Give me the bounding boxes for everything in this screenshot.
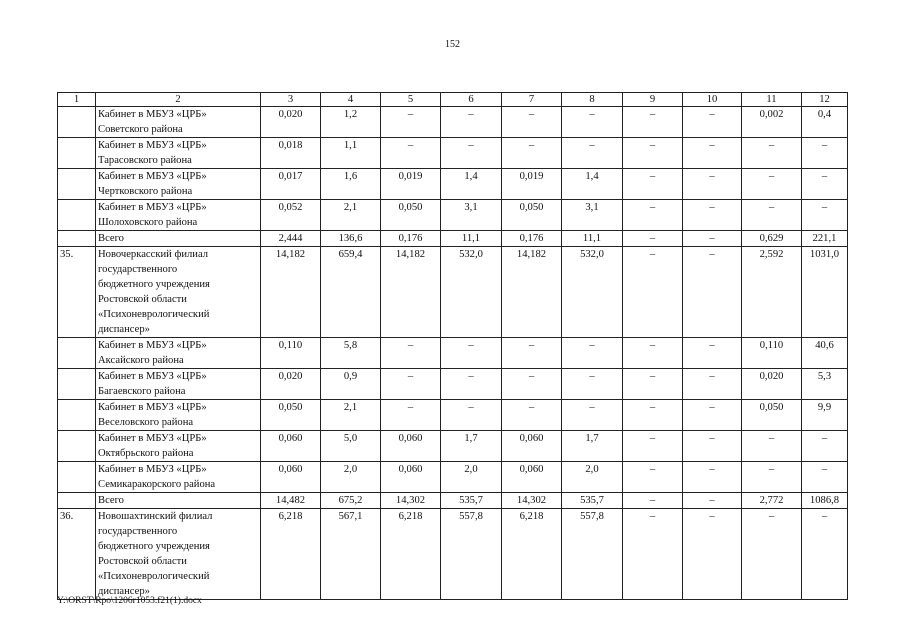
- value-cell: 0,060: [502, 462, 562, 493]
- row-name-line: Новошахтинский филиал: [98, 511, 213, 522]
- value-cell: –: [742, 431, 802, 462]
- value-cell: –: [623, 400, 683, 431]
- value-cell: –: [441, 369, 502, 400]
- row-number-cell: 36.: [58, 509, 96, 600]
- value-cell: –: [802, 431, 848, 462]
- value-cell: 0,4: [802, 107, 848, 138]
- value-cell: –: [502, 338, 562, 369]
- row-name-line: Тарасовского района: [98, 155, 192, 166]
- row-number-cell: [58, 231, 96, 247]
- row-name-line: Кабинет в МБУЗ «ЦРБ»: [98, 340, 207, 351]
- value-cell: 6,218: [502, 509, 562, 600]
- row-number-cell: [58, 200, 96, 231]
- row-number-cell: [58, 431, 96, 462]
- row-name-cell: [96, 107, 261, 138]
- value-cell: –: [623, 338, 683, 369]
- value-cell: 535,7: [562, 493, 623, 509]
- row-name-line: бюджетного учреждения: [98, 541, 210, 552]
- row-number-cell: [58, 138, 96, 169]
- value-cell: –: [623, 169, 683, 200]
- page-number: 152: [445, 39, 460, 50]
- header-cell: 9: [623, 93, 683, 107]
- row-name-line: Кабинет в МБУЗ «ЦРБ»: [98, 371, 207, 382]
- row-name-line: Ростовской области: [98, 556, 187, 567]
- row-name-line: Кабинет в МБУЗ «ЦРБ»: [98, 464, 207, 475]
- value-cell: 14,302: [502, 493, 562, 509]
- value-cell: –: [683, 138, 742, 169]
- row-name-line: Всего: [98, 233, 124, 244]
- row-name-line: Всего: [98, 495, 124, 506]
- header-cell: 5: [381, 93, 441, 107]
- value-cell: –: [623, 462, 683, 493]
- value-cell: –: [683, 400, 742, 431]
- row-number-cell: 35.: [58, 247, 96, 338]
- value-cell: 0,020: [742, 369, 802, 400]
- value-cell: 0,017: [261, 169, 321, 200]
- value-cell: –: [623, 369, 683, 400]
- value-cell: –: [502, 107, 562, 138]
- row-name-line: диспансер»: [98, 324, 150, 335]
- row-name-cell: [96, 462, 261, 493]
- row-name-cell: [96, 200, 261, 231]
- value-cell: 6,218: [381, 509, 441, 600]
- value-cell: –: [683, 169, 742, 200]
- value-cell: 0,019: [502, 169, 562, 200]
- table-row: [58, 231, 848, 247]
- value-cell: –: [562, 400, 623, 431]
- value-cell: –: [623, 107, 683, 138]
- value-cell: –: [381, 400, 441, 431]
- value-cell: –: [683, 369, 742, 400]
- row-name-line: Октябрьского района: [98, 448, 194, 459]
- value-cell: 1,1: [321, 138, 381, 169]
- table-row: [58, 369, 848, 400]
- value-cell: –: [802, 138, 848, 169]
- value-cell: –: [683, 200, 742, 231]
- value-cell: 221,1: [802, 231, 848, 247]
- table-row: [58, 338, 848, 369]
- value-cell: 0,110: [261, 338, 321, 369]
- value-cell: 0,050: [502, 200, 562, 231]
- value-cell: 2,592: [742, 247, 802, 338]
- value-cell: 6,218: [261, 509, 321, 600]
- row-name-line: Советского района: [98, 124, 183, 135]
- value-cell: –: [802, 509, 848, 600]
- value-cell: –: [742, 509, 802, 600]
- value-cell: –: [381, 369, 441, 400]
- table-row: [58, 493, 848, 509]
- value-cell: –: [441, 138, 502, 169]
- table-header-row: [58, 93, 848, 107]
- value-cell: 0,629: [742, 231, 802, 247]
- value-cell: –: [683, 247, 742, 338]
- table-row: [58, 169, 848, 200]
- value-cell: 1086,8: [802, 493, 848, 509]
- value-cell: 0,060: [261, 431, 321, 462]
- value-cell: 2,444: [261, 231, 321, 247]
- value-cell: 0,020: [261, 107, 321, 138]
- value-cell: 0,002: [742, 107, 802, 138]
- value-cell: 14,302: [381, 493, 441, 509]
- row-name-cell: [96, 169, 261, 200]
- value-cell: 0,176: [502, 231, 562, 247]
- value-cell: 675,2: [321, 493, 381, 509]
- table-body: [58, 93, 848, 600]
- value-cell: 0,176: [381, 231, 441, 247]
- value-cell: –: [441, 400, 502, 431]
- header-cell: 11: [742, 93, 802, 107]
- value-cell: –: [742, 169, 802, 200]
- row-name-line: Шолоховского района: [98, 217, 198, 228]
- value-cell: –: [683, 231, 742, 247]
- value-cell: –: [683, 107, 742, 138]
- value-cell: 1031,0: [802, 247, 848, 338]
- value-cell: 0,060: [502, 431, 562, 462]
- value-cell: 14,182: [502, 247, 562, 338]
- value-cell: 567,1: [321, 509, 381, 600]
- value-cell: –: [623, 138, 683, 169]
- value-cell: –: [683, 509, 742, 600]
- header-cell: 2: [96, 93, 261, 107]
- value-cell: 5,0: [321, 431, 381, 462]
- header-cell: 6: [441, 93, 502, 107]
- value-cell: 9,9: [802, 400, 848, 431]
- value-cell: 0,060: [381, 431, 441, 462]
- value-cell: –: [381, 338, 441, 369]
- table-row: [58, 107, 848, 138]
- value-cell: 136,6: [321, 231, 381, 247]
- value-cell: 11,1: [441, 231, 502, 247]
- value-cell: –: [381, 107, 441, 138]
- row-name-cell: [96, 431, 261, 462]
- row-name-line: Кабинет в МБУЗ «ЦРБ»: [98, 202, 207, 213]
- row-name-line: государственного: [98, 264, 178, 275]
- table-row: [58, 462, 848, 493]
- value-cell: 2,1: [321, 200, 381, 231]
- row-name-line: Чертковского района: [98, 186, 193, 197]
- table-row: [58, 247, 848, 338]
- value-cell: 2,0: [321, 462, 381, 493]
- row-name-cell: [96, 231, 261, 247]
- row-number-cell: [58, 107, 96, 138]
- table-row: [58, 138, 848, 169]
- value-cell: 557,8: [562, 509, 623, 600]
- row-name-cell: [96, 493, 261, 509]
- value-cell: –: [742, 138, 802, 169]
- value-cell: 0,060: [261, 462, 321, 493]
- value-cell: 3,1: [562, 200, 623, 231]
- value-cell: 1,7: [441, 431, 502, 462]
- value-cell: 14,182: [261, 247, 321, 338]
- value-cell: –: [441, 338, 502, 369]
- footer-file-path: Y:\ORST\Rpo\1206r1053.f21(1).docx: [57, 596, 202, 606]
- value-cell: 14,182: [381, 247, 441, 338]
- value-cell: –: [502, 138, 562, 169]
- value-cell: –: [802, 169, 848, 200]
- value-cell: 1,7: [562, 431, 623, 462]
- value-cell: –: [441, 107, 502, 138]
- row-name-line: Ростовской области: [98, 294, 187, 305]
- value-cell: 0,060: [381, 462, 441, 493]
- value-cell: 2,0: [562, 462, 623, 493]
- row-number-cell: [58, 369, 96, 400]
- row-name-line: Кабинет в МБУЗ «ЦРБ»: [98, 402, 207, 413]
- value-cell: –: [683, 462, 742, 493]
- data-table: [57, 92, 848, 600]
- value-cell: 0,9: [321, 369, 381, 400]
- value-cell: 1,4: [562, 169, 623, 200]
- row-name-line: бюджетного учреждения: [98, 279, 210, 290]
- value-cell: 2,0: [441, 462, 502, 493]
- value-cell: 2,1: [321, 400, 381, 431]
- row-name-cell: [96, 400, 261, 431]
- value-cell: –: [802, 200, 848, 231]
- value-cell: –: [623, 431, 683, 462]
- value-cell: 40,6: [802, 338, 848, 369]
- row-name-line: Веселовского района: [98, 417, 194, 428]
- header-cell: 3: [261, 93, 321, 107]
- value-cell: 0,110: [742, 338, 802, 369]
- table-row: [58, 200, 848, 231]
- row-name-line: Кабинет в МБУЗ «ЦРБ»: [98, 171, 207, 182]
- value-cell: 0,050: [381, 200, 441, 231]
- value-cell: 557,8: [441, 509, 502, 600]
- row-name-cell: [96, 138, 261, 169]
- value-cell: 0,050: [742, 400, 802, 431]
- header-cell: 4: [321, 93, 381, 107]
- value-cell: –: [562, 338, 623, 369]
- row-name-cell: [96, 369, 261, 400]
- row-number-cell: [58, 338, 96, 369]
- value-cell: 5,8: [321, 338, 381, 369]
- row-number-cell: [58, 400, 96, 431]
- row-name-line: «Психоневрологический: [98, 571, 210, 582]
- row-name-line: государственного: [98, 526, 178, 537]
- row-name-line: Кабинет в МБУЗ «ЦРБ»: [98, 140, 207, 151]
- value-cell: 0,052: [261, 200, 321, 231]
- header-cell: 8: [562, 93, 623, 107]
- value-cell: –: [623, 493, 683, 509]
- value-cell: –: [683, 493, 742, 509]
- row-number-cell: [58, 493, 96, 509]
- row-name-line: Кабинет в МБУЗ «ЦРБ»: [98, 109, 207, 120]
- row-name-cell: [96, 509, 261, 600]
- table-row: [58, 431, 848, 462]
- value-cell: 2,772: [742, 493, 802, 509]
- value-cell: 14,482: [261, 493, 321, 509]
- value-cell: –: [623, 200, 683, 231]
- table-row: [58, 400, 848, 431]
- value-cell: 5,3: [802, 369, 848, 400]
- row-name-line: Багаевского района: [98, 386, 186, 397]
- header-cell: 1: [58, 93, 96, 107]
- value-cell: 1,2: [321, 107, 381, 138]
- row-number-cell: [58, 169, 96, 200]
- table-row: [58, 509, 848, 600]
- value-cell: –: [742, 462, 802, 493]
- value-cell: 535,7: [441, 493, 502, 509]
- row-name-line: Семикаракорского района: [98, 479, 216, 490]
- row-name-cell: [96, 338, 261, 369]
- row-name-line: Кабинет в МБУЗ «ЦРБ»: [98, 433, 207, 444]
- value-cell: 659,4: [321, 247, 381, 338]
- value-cell: 1,4: [441, 169, 502, 200]
- value-cell: 3,1: [441, 200, 502, 231]
- value-cell: –: [502, 369, 562, 400]
- header-cell: 12: [802, 93, 848, 107]
- value-cell: 1,6: [321, 169, 381, 200]
- row-name-line: Аксайского района: [98, 355, 184, 366]
- value-cell: 532,0: [441, 247, 502, 338]
- row-number-cell: [58, 462, 96, 493]
- value-cell: –: [623, 231, 683, 247]
- value-cell: –: [502, 400, 562, 431]
- value-cell: –: [623, 247, 683, 338]
- value-cell: 0,019: [381, 169, 441, 200]
- row-name-line: «Психоневрологический: [98, 309, 210, 320]
- value-cell: 0,018: [261, 138, 321, 169]
- value-cell: –: [562, 369, 623, 400]
- header-cell: 10: [683, 93, 742, 107]
- value-cell: 11,1: [562, 231, 623, 247]
- value-cell: –: [381, 138, 441, 169]
- value-cell: –: [802, 462, 848, 493]
- row-name-cell: [96, 247, 261, 338]
- value-cell: –: [562, 107, 623, 138]
- value-cell: –: [562, 138, 623, 169]
- row-name-line: диспансер»: [98, 586, 150, 597]
- value-cell: –: [683, 338, 742, 369]
- header-cell: 7: [502, 93, 562, 107]
- value-cell: 532,0: [562, 247, 623, 338]
- value-cell: –: [623, 509, 683, 600]
- value-cell: –: [683, 431, 742, 462]
- value-cell: 0,050: [261, 400, 321, 431]
- value-cell: 0,020: [261, 369, 321, 400]
- row-name-line: Новочеркасский филиал: [98, 249, 209, 260]
- value-cell: –: [742, 200, 802, 231]
